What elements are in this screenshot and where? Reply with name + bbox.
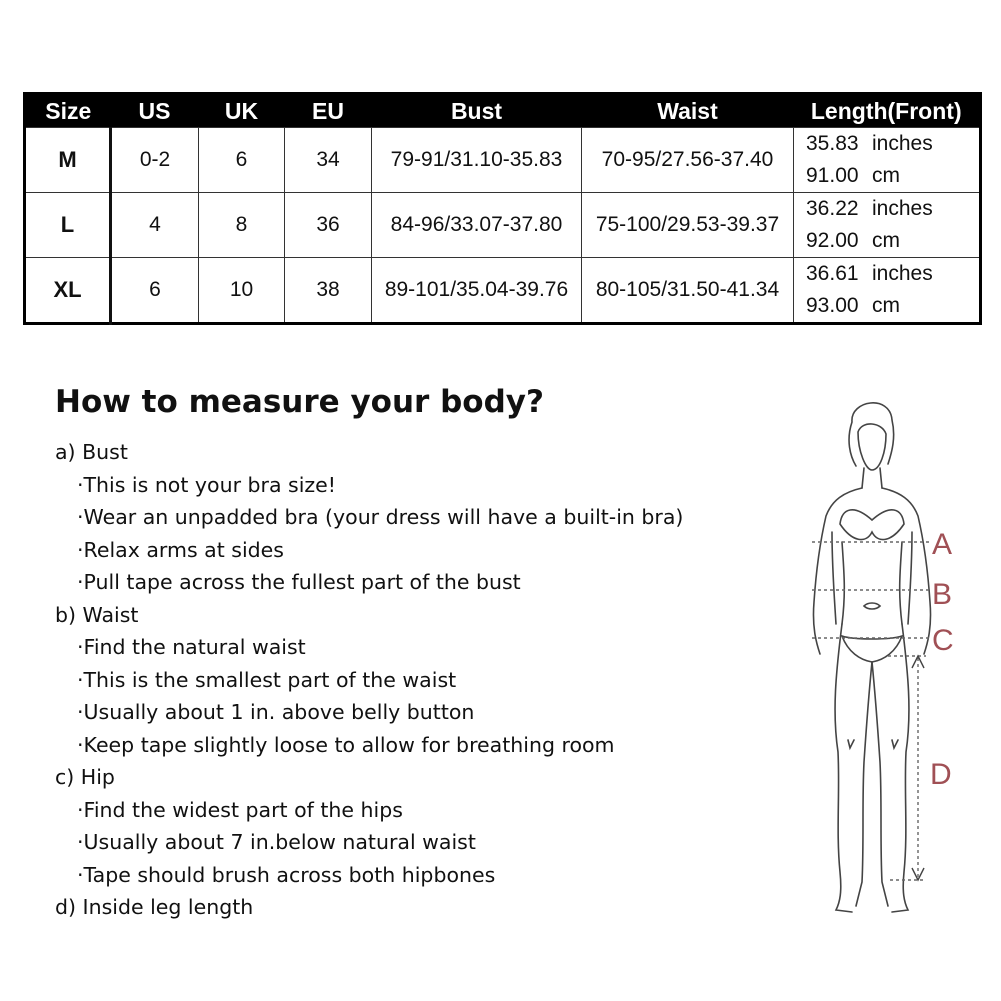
header-waist: Waist [582,94,794,128]
cell-waist: 80-105/31.50-41.34 [582,258,794,324]
cell-uk: 8 [199,193,285,258]
length-line [806,290,979,322]
guide-list [55,436,795,924]
cell-uk: 10 [199,258,285,324]
length-line [806,193,979,225]
guide-item: ·Keep tape slightly loose to allow for breathing room [77,732,615,757]
cell-eu: 38 [285,258,372,324]
guide-section-label: a) Bust [55,440,128,464]
length-unit: cm [872,164,900,187]
guide-item: ·Wear an unpadded bra (your dress will have a built-in bra) [77,505,684,529]
cell-waist: 70-95/27.56-37.40 [582,128,794,193]
length-value: 35.83 [806,132,859,155]
length-value: 36.22 [806,197,859,220]
figure-letter-a: A [932,528,953,561]
cell-us: 0-2 [111,128,199,193]
table-header-row [25,94,981,128]
header-length: Length(Front) [794,94,981,128]
cell-size: XL [25,258,111,324]
cell-us: 4 [111,193,199,258]
length-unit: inches [872,132,933,155]
header-uk: UK [199,94,285,128]
guide-item: ·Pull tape across the fullest part of the bust [77,570,521,594]
figure-letter-d: D [930,758,952,791]
figure-letter-b: B [932,578,953,611]
cell-bust: 84-96/33.07-37.80 [372,193,582,258]
table-row [25,193,981,258]
length-value: 93.00 [806,294,859,317]
cell-waist: 75-100/29.53-39.37 [582,193,794,258]
length-value: 36.61 [806,262,859,285]
cell-uk: 6 [199,128,285,193]
guide-section-label: d) Inside leg length [55,895,254,919]
cell-bust: 79-91/31.10-35.83 [372,128,582,193]
guide-item: ·Relax arms at sides [77,537,284,562]
length-unit: cm [872,229,900,252]
length-line [806,258,979,290]
header-us: US [111,94,199,128]
length-line [806,160,979,192]
length-unit: inches [872,197,933,220]
size-chart-table [23,92,982,325]
guide-item: ·Find the natural waist [77,635,306,659]
guide-item: ·This is the smallest part of the waist [77,667,457,692]
figure-letter-c: C [932,624,954,657]
table-row [25,258,981,324]
cell-bust: 89-101/35.04-39.76 [372,258,582,324]
guide-item: ·Find the widest part of the hips [77,797,403,822]
cell-eu: 34 [285,128,372,193]
cell-length [794,128,981,193]
length-unit: cm [872,294,900,317]
guide-item: ·This is not your bra size! [77,472,337,497]
length-value: 92.00 [806,229,859,252]
cell-length [794,193,981,258]
table-row [25,128,981,193]
cell-size: L [25,193,111,258]
header-bust: Bust [372,94,582,128]
length-value: 91.00 [806,164,859,187]
body-outline-illustration [792,392,962,927]
header-size: Size [25,94,111,128]
cell-size: M [25,128,111,193]
guide-section-label: c) Hip [55,765,115,789]
length-line [806,128,979,160]
guide-title: How to measure your body? [55,384,544,420]
length-line [806,225,979,257]
guide-section-label: b) Waist [55,602,139,627]
length-unit: inches [872,262,933,285]
measure-guide [55,380,795,924]
guide-item: ·Usually about 1 in. above belly button [77,700,475,724]
cell-us: 6 [111,258,199,324]
guide-item: ·Usually about 7 in.below natural waist [77,830,476,854]
cell-length [794,258,981,324]
cell-eu: 36 [285,193,372,258]
header-eu: EU [285,94,372,128]
body-measurement-figure [792,392,962,927]
guide-item: ·Tape should brush across both hipbones [77,862,496,887]
